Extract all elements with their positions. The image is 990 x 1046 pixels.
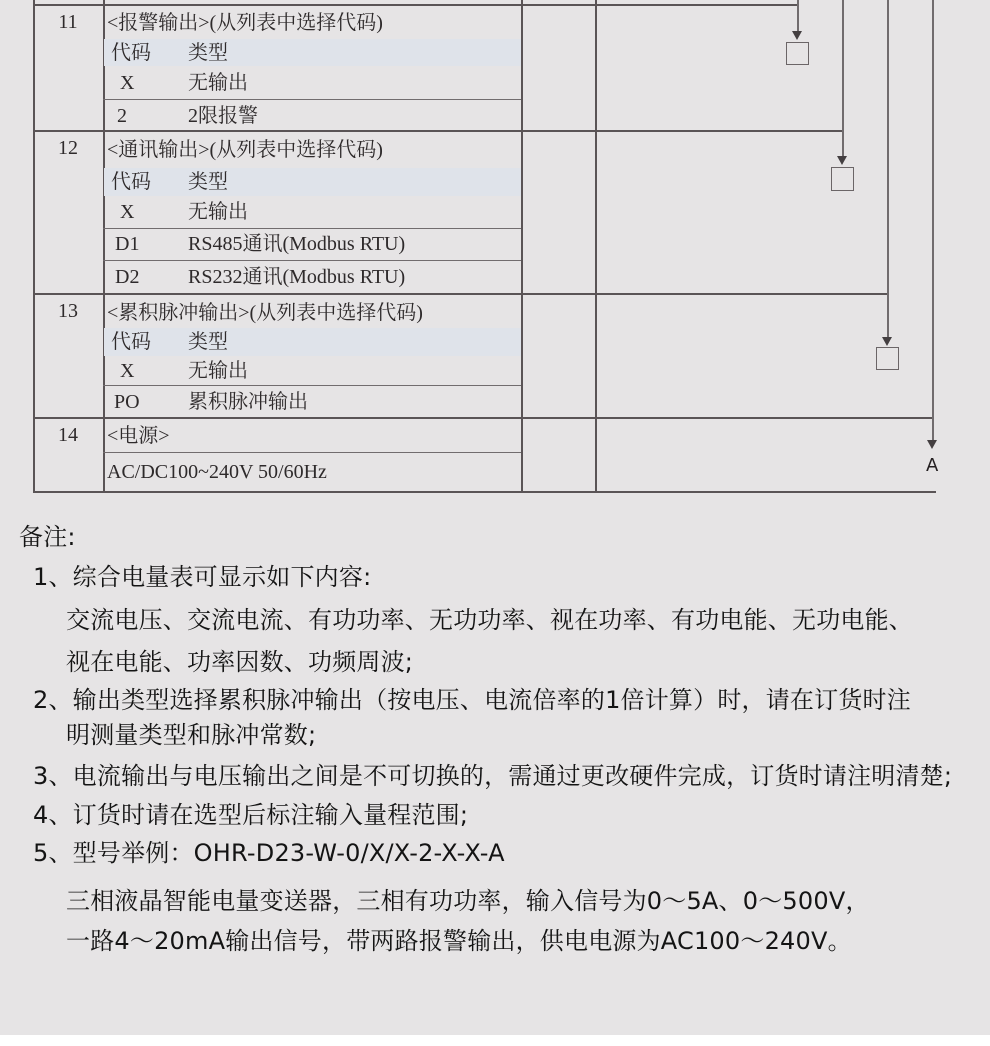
row13-header-type: 类型 [188,331,228,353]
row-boundary-11-12 [33,130,843,132]
table-left-border [33,0,35,493]
sub-divider-row13 [103,385,521,386]
code-box-alarm-output [786,42,809,65]
row12-opt2-code: D1 [115,233,140,255]
note-line: 1、综合电量表可显示如下内容: [33,563,372,591]
table-col-divider-content [521,0,523,493]
table-bottom-border [33,491,936,493]
row13-opt1-type: 无输出 [188,360,248,382]
row12-header-code: 代码 [111,171,151,193]
note-line: 3、电流输出与电压输出之间是不可切换的，需通过更改硬件完成，订货时请注明清楚; [33,762,953,790]
connector-line-pulse [887,0,889,337]
sub-divider-row12-a [103,228,521,229]
row12-title: <通讯输出>(从列表中选择代码) [107,139,383,161]
sub-divider-row11 [103,99,521,100]
header-band-row12 [104,168,521,196]
table-col-divider-diagram [595,0,597,493]
row12-opt2-type: RS485通讯(Modbus RTU) [188,233,406,255]
header-band-row11 [104,39,521,66]
row12-opt1-type: 无输出 [188,201,248,223]
note-line: 交流电压、交流电流、有功功率、无功功率、视在功率、有功电能、无功电能、 [66,606,913,634]
row-boundary-13-14 [33,417,933,419]
row11-header-type: 类型 [188,42,228,64]
header-band-row13 [104,328,521,356]
row12-opt1-code: X [120,201,135,223]
page-bottom-margin [0,1035,990,1046]
row13-title: <累积脉冲输出>(从列表中选择代码) [107,302,423,324]
sub-divider-row12-b [103,260,521,261]
connector-line-power [932,0,934,440]
note-line: 5、型号举例：OHR-D23-W-0/X/X-2-X-X-A [33,839,505,867]
power-code-label: A [926,455,939,476]
notes-heading: 备注: [19,523,76,551]
arrow-down-icon [882,337,892,346]
connector-line-comm [842,0,844,156]
arrow-down-icon [837,156,847,165]
connector-line-alarm [797,0,799,31]
row13-header-code: 代码 [111,331,151,353]
row11-opt2-type: 2限报警 [188,105,258,127]
row14-title: <电源> [107,425,170,447]
row11-title: <报警输出>(从列表中选择代码) [107,12,383,34]
row12-number: 12 [58,137,78,159]
row14-power-spec: AC/DC100~240V 50/60Hz [107,461,327,483]
sub-divider-row14 [103,452,521,453]
row13-opt2-code: PO [114,391,140,413]
row13-opt1-code: X [120,360,135,382]
row12-header-type: 类型 [188,171,228,193]
row11-opt1-type: 无输出 [188,72,248,94]
note-line: 明测量类型和脉冲常数; [66,721,317,749]
note-line: 三相液晶智能电量变送器，三相有功功率，输入信号为0～5A、0～500V， [66,887,870,915]
row14-number: 14 [58,424,78,446]
arrow-down-icon [792,31,802,40]
row-boundary-top [33,4,798,6]
row13-opt2-type: 累积脉冲输出 [188,391,308,413]
row11-header-code: 代码 [111,42,151,64]
row-boundary-12-13 [33,293,888,295]
code-box-pulse-output [876,347,899,370]
row11-opt2-code: 2 [117,105,127,127]
note-line: 4、订货时请在选型后标注输入量程范围; [33,801,469,829]
row13-number: 13 [58,300,78,322]
row12-opt3-code: D2 [115,266,140,288]
row11-opt1-code: X [120,72,135,94]
arrow-down-icon [927,440,937,449]
row12-opt3-type: RS232通讯(Modbus RTU) [188,266,406,288]
table-col-divider-number [103,0,105,493]
code-box-comm-output [831,167,854,191]
note-line: 视在电能、功率因数、功频周波; [66,648,414,676]
note-line: 一路4～20mA输出信号，带两路报警输出，供电电源为AC100～240V。 [66,927,852,955]
note-line: 2、输出类型选择累积脉冲输出（按电压、电流倍率的1倍计算）时，请在订货时注 [33,686,911,714]
row11-number: 11 [58,11,78,33]
